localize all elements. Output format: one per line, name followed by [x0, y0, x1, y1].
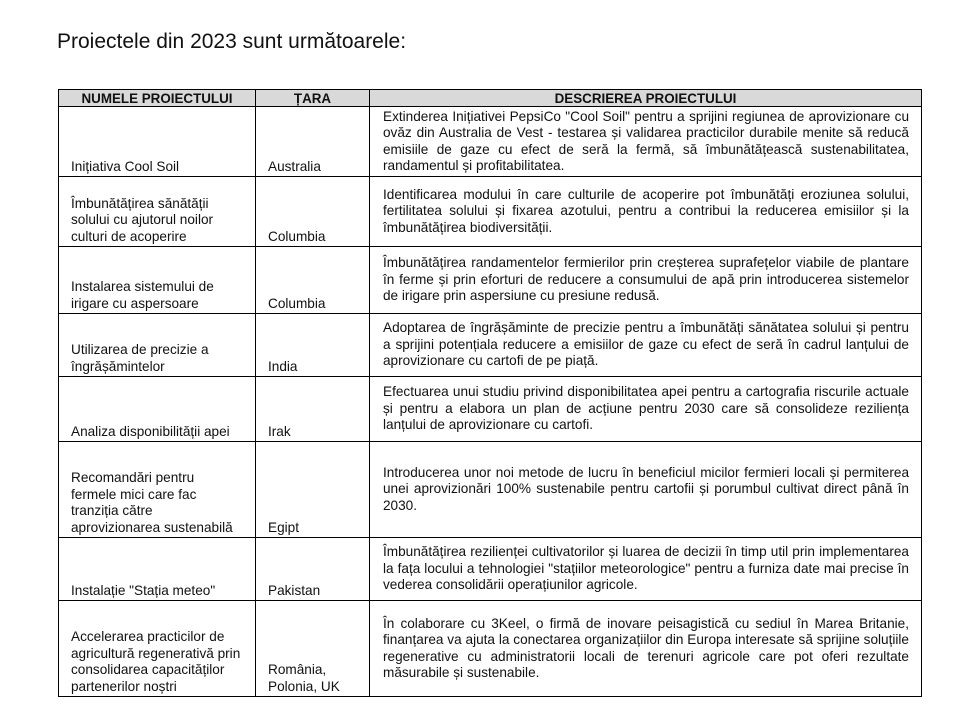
header-country: ȚARA	[256, 90, 370, 107]
project-country: Egipt	[256, 442, 370, 538]
project-country: Columbia	[256, 247, 370, 314]
project-description: Introducerea unor noi metode de lucru în beneficiul micilor fermieri locali și permiterea unei aprovizionări 100% sustenabile pentru cartofii și porumbul cultivat direct până în 2030.	[370, 442, 922, 538]
project-name: Instalație "Stația meteo"	[59, 538, 256, 601]
project-description: În colaborare cu 3Keel, o firmă de inovare peisagistică cu sediul în Marea Britanie, finanțarea va ajuta la conectarea organizațiilor din Europa interesate să sprijine soluțiile regenerative cu administratorii locali de terenuri agricole care pot oferi rezultate măsurabile și sustenabile.	[370, 601, 922, 697]
project-description: Efectuarea unui studiu privind disponibilitatea apei pentru a cartografia riscurile actuale și pentru a elabora un plan de acțiune pentru 2030 care să consolideze reziliența lanțului de aprovizionare cu cartofi.	[370, 377, 922, 442]
project-country: Irak	[256, 377, 370, 442]
table-header-row	[59, 90, 922, 107]
project-country: Pakistan	[256, 538, 370, 601]
table-row	[59, 247, 922, 314]
project-name: Îmbunătățirea sănătății solului cu ajutorul noilor culturi de acoperire	[59, 177, 256, 247]
project-description: Extinderea Inițiativei PepsiCo "Cool Soil" pentru a sprijini regiunea de aprovizionare cu ovăz din Australia de Vest - testarea și validarea practicilor durabile menite să reducă emisiile de gaze cu efect de seră la fermă, să îmbunătățească sustenabilitatea, randamentul și profitabilitatea.	[370, 107, 922, 177]
project-country: România, Polonia, UK	[256, 601, 370, 697]
projects-table	[58, 89, 922, 697]
project-description: Identificarea modului în care culturile de acoperire pot îmbunătăți eroziunea solului, fertilitatea solului și fixarea azotului, pentru a contribui la reducerea emisiilor și la îmbunătățirea biodiversității.	[370, 177, 922, 247]
table-row	[59, 538, 922, 601]
header-description: DESCRIEREA PROIECTULUI	[370, 90, 922, 107]
project-name: Inițiativa Cool Soil	[59, 107, 256, 177]
project-country: Columbia	[256, 177, 370, 247]
table-row	[59, 107, 922, 177]
table-row	[59, 314, 922, 377]
table-row	[59, 442, 922, 538]
project-description: Adoptarea de îngrășăminte de precizie pentru a îmbunătăți sănătatea solului și pentru a sprijini potențiala reducere a emisiilor de gaze cu efect de seră în cadrul lanțului de aprovizionare cu cartofi de pe piață.	[370, 314, 922, 377]
table-row	[59, 377, 922, 442]
header-project-name: NUMELE PROIECTULUI	[59, 90, 256, 107]
project-name: Instalarea sistemului de irigare cu aspersoare	[59, 247, 256, 314]
project-country: Australia	[256, 107, 370, 177]
project-name: Utilizarea de precizie a îngrășămintelor	[59, 314, 256, 377]
project-description: Îmbunătățirea rezilienței cultivatorilor și luarea de decizii în timp util prin implementarea la fața locului a tehnologiei "stațiilor meteorologice" pentru a furniza date mai precise în vederea consolidării operațiunilor agricole.	[370, 538, 922, 601]
table-row	[59, 601, 922, 697]
page-title: Proiectele din 2023 sunt următoarele:	[57, 30, 407, 53]
project-country: India	[256, 314, 370, 377]
project-name: Analiza disponibilității apei	[59, 377, 256, 442]
table-row	[59, 177, 922, 247]
project-name: Recomandări pentru fermele mici care fac tranziția către aprovizionarea sustenabilă	[59, 442, 256, 538]
project-description: Îmbunătățirea randamentelor fermierilor prin creșterea suprafețelor viabile de plantare în ferme și prin eforturi de reducere a consumului de apă prin introducerea sistemelor de irigare prin aspersiune cu presiune redusă.	[370, 247, 922, 314]
project-name: Accelerarea practicilor de agricultură regenerativă prin consolidarea capacităților partenerilor noștri	[59, 601, 256, 697]
